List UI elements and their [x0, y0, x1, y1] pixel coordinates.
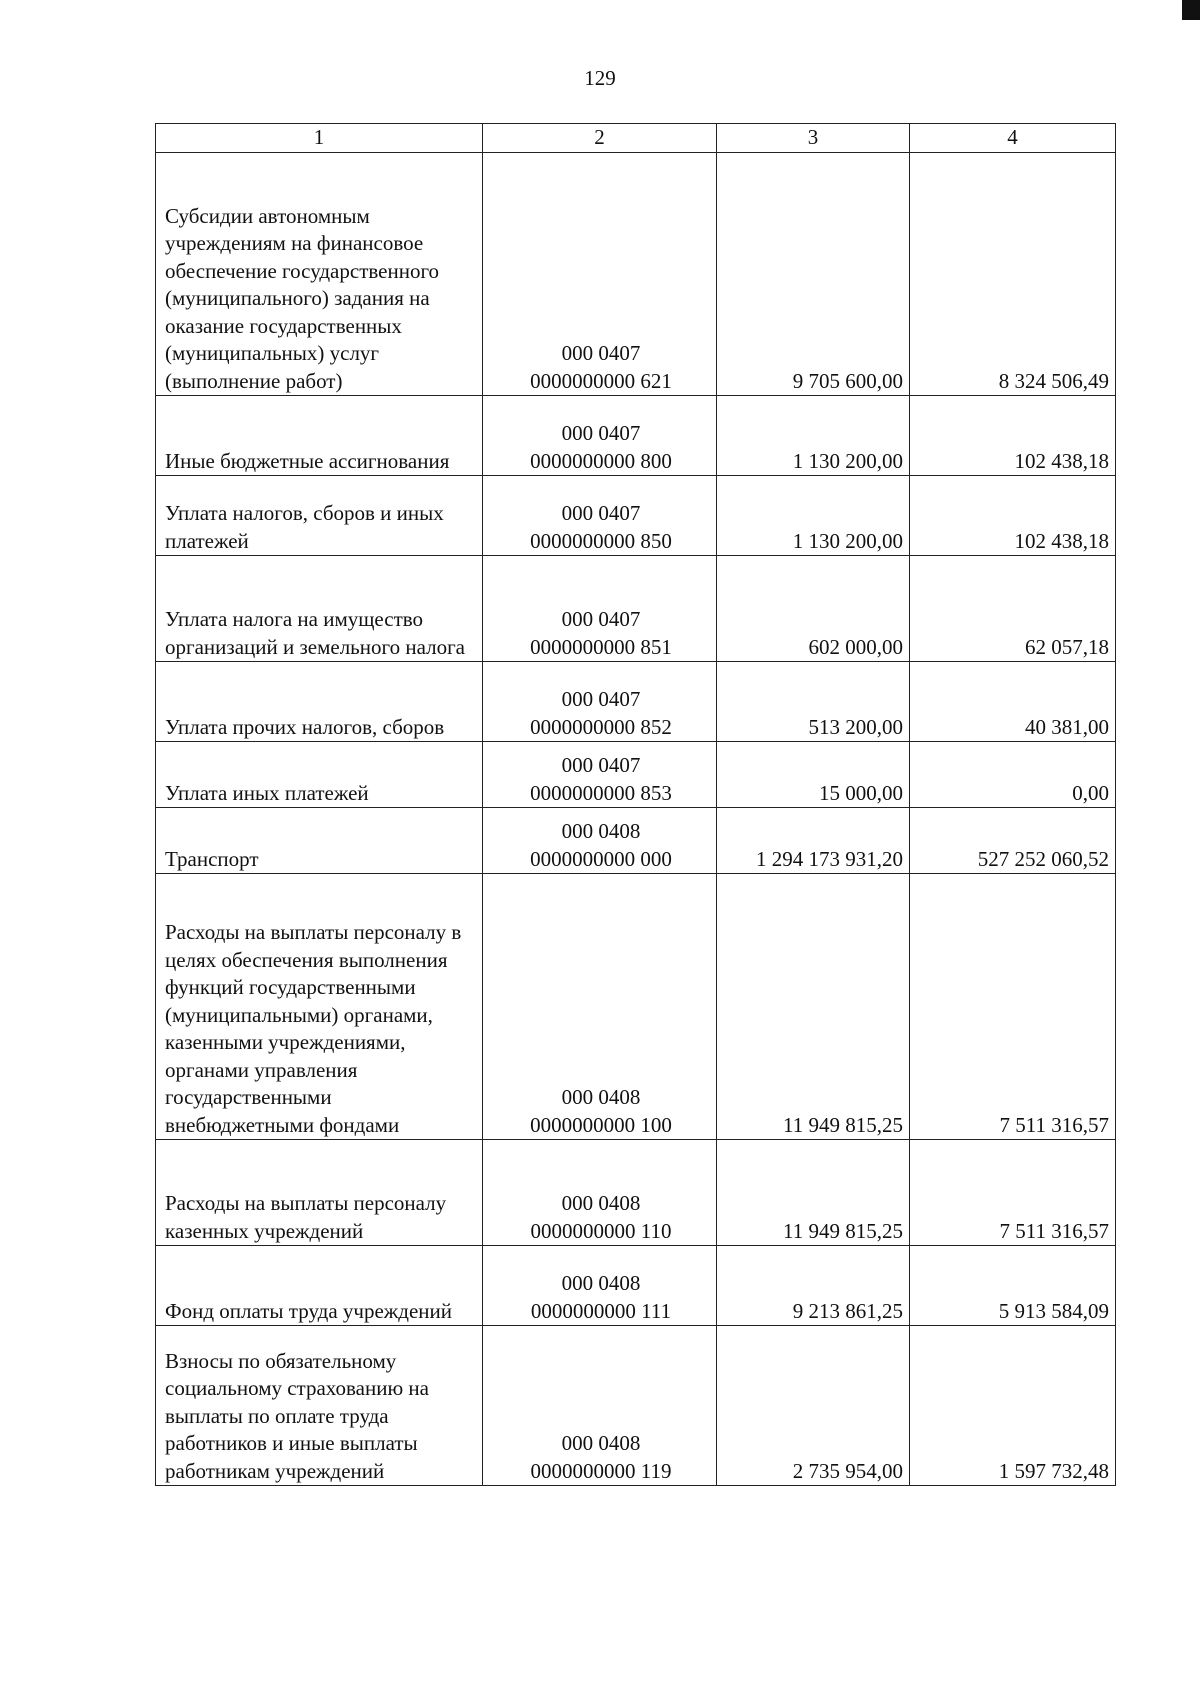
row-code-section: 000 0408 [561, 1085, 641, 1109]
row-plan-amount: 1 130 200,00 [717, 396, 910, 476]
row-code-classifier: 0000000000 800 [530, 448, 672, 473]
row-name: Уплата прочих налогов, сборов [156, 662, 483, 742]
row-code [483, 556, 717, 662]
table-row [156, 556, 1116, 662]
row-name: Транспорт [156, 808, 483, 874]
row-name: Уплата налога на имущество организаций и земельного налога [156, 556, 483, 662]
table-row [156, 662, 1116, 742]
row-plan-amount: 9 705 600,00 [717, 153, 910, 396]
row-actual-amount: 7 511 316,57 [910, 1140, 1116, 1246]
row-code-section: 000 0407 [561, 607, 641, 631]
row-plan-amount: 513 200,00 [717, 662, 910, 742]
table-row [156, 1140, 1116, 1246]
row-plan-amount: 11 949 815,25 [717, 1140, 910, 1246]
row-code-classifier: 0000000000 850 [530, 528, 672, 553]
row-code-classifier: 0000000000 100 [530, 1112, 672, 1137]
table-row [156, 1246, 1116, 1326]
row-code-classifier: 0000000000 852 [530, 714, 672, 739]
row-code [483, 742, 717, 808]
row-actual-amount: 8 324 506,49 [910, 153, 1116, 396]
table-row [156, 1326, 1116, 1486]
row-code-section: 000 0408 [561, 819, 641, 843]
table-row [156, 742, 1116, 808]
row-code-section: 000 0408 [561, 1191, 641, 1215]
row-actual-amount: 62 057,18 [910, 556, 1116, 662]
table-row [156, 874, 1116, 1140]
row-code-section: 000 0407 [561, 501, 641, 525]
column-header-2: 2 [483, 124, 717, 153]
row-code [483, 1326, 717, 1486]
table-header-row [156, 124, 1116, 153]
row-actual-amount: 527 252 060,52 [910, 808, 1116, 874]
page-number: 129 [584, 66, 616, 90]
table-row [156, 808, 1116, 874]
scan-corner-mark [1182, 0, 1200, 20]
row-code-classifier: 0000000000 621 [530, 368, 672, 393]
row-code-section: 000 0407 [561, 341, 641, 365]
row-code-section: 000 0407 [561, 687, 641, 711]
column-header-3: 3 [717, 124, 910, 153]
row-code-section: 000 0407 [561, 753, 641, 777]
row-actual-amount: 40 381,00 [910, 662, 1116, 742]
row-actual-amount: 5 913 584,09 [910, 1246, 1116, 1326]
row-code [483, 808, 717, 874]
row-actual-amount: 0,00 [910, 742, 1116, 808]
row-code-classifier: 0000000000 119 [530, 1458, 672, 1483]
budget-table [155, 123, 1116, 1486]
row-code-classifier: 0000000000 000 [530, 846, 672, 871]
row-code [483, 396, 717, 476]
row-code [483, 1140, 717, 1246]
row-name: Уплата налогов, сборов и иных платежей [156, 476, 483, 556]
row-code-section: 000 0408 [561, 1271, 641, 1295]
row-name: Расходы на выплаты персоналу казенных учреждений [156, 1140, 483, 1246]
row-actual-amount: 1 597 732,48 [910, 1326, 1116, 1486]
row-code-classifier: 0000000000 110 [530, 1218, 672, 1243]
table-row [156, 476, 1116, 556]
row-code [483, 662, 717, 742]
row-code-section: 000 0407 [561, 421, 641, 445]
row-name: Уплата иных платежей [156, 742, 483, 808]
row-name: Расходы на выплаты персоналу в целях обеспечения выполнения функций государственными (муниципальными) органами, казенными учреждениями, органами управления государственными внебюджетными фондами [156, 874, 483, 1140]
row-actual-amount: 7 511 316,57 [910, 874, 1116, 1140]
row-plan-amount: 9 213 861,25 [717, 1246, 910, 1326]
row-code [483, 476, 717, 556]
row-name: Иные бюджетные ассигнования [156, 396, 483, 476]
row-code-classifier: 0000000000 853 [530, 780, 672, 805]
column-header-1: 1 [156, 124, 483, 153]
row-code-classifier: 0000000000 111 [530, 1298, 672, 1323]
row-plan-amount: 1 130 200,00 [717, 476, 910, 556]
row-name: Фонд оплаты труда учреждений [156, 1246, 483, 1326]
row-code [483, 874, 717, 1140]
row-code-section: 000 0408 [561, 1431, 641, 1455]
row-plan-amount: 11 949 815,25 [717, 874, 910, 1140]
row-plan-amount: 2 735 954,00 [717, 1326, 910, 1486]
row-name: Субсидии автономным учреждениям на финансовое обеспечение государственного (муниципального) задания на оказание государственных (муниципальных) услуг (выполнение работ) [156, 153, 483, 396]
row-actual-amount: 102 438,18 [910, 396, 1116, 476]
table-row [156, 396, 1116, 476]
row-actual-amount: 102 438,18 [910, 476, 1116, 556]
column-header-4: 4 [910, 124, 1116, 153]
row-code-classifier: 0000000000 851 [530, 634, 672, 659]
row-code [483, 153, 717, 396]
row-plan-amount: 602 000,00 [717, 556, 910, 662]
row-code [483, 1246, 717, 1326]
row-name: Взносы по обязательному социальному страхованию на выплаты по оплате труда работников и иные выплаты работникам учреждений [156, 1326, 483, 1486]
row-plan-amount: 15 000,00 [717, 742, 910, 808]
row-plan-amount: 1 294 173 931,20 [717, 808, 910, 874]
table-row [156, 153, 1116, 396]
